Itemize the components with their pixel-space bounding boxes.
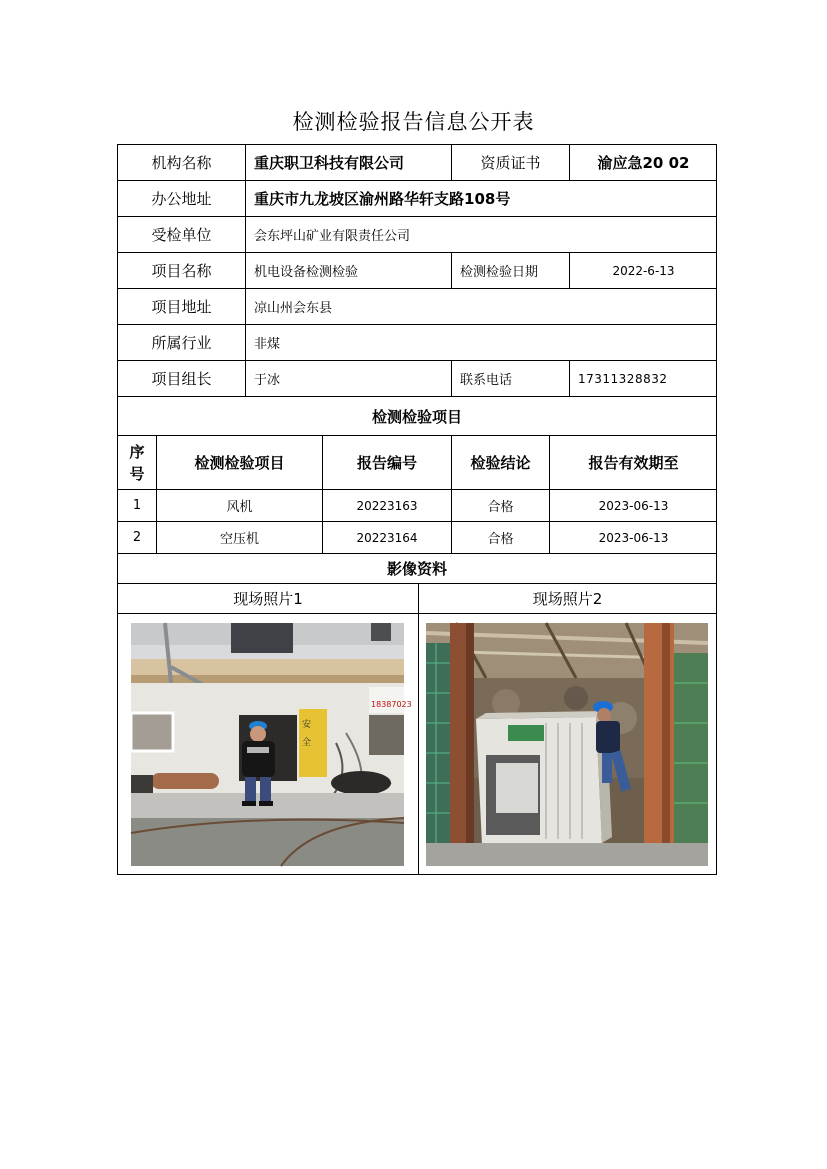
- site-photo-1: [131, 623, 412, 866]
- row-report: 20223163: [322, 490, 451, 521]
- col-item-header: 检测检验项目: [156, 436, 322, 489]
- site-photo-1-image: [131, 623, 412, 866]
- col-report-header: 报告编号: [322, 436, 451, 489]
- project-name-label: 项目名称: [151, 262, 212, 280]
- address-row: [117, 180, 717, 216]
- org-name-label: 机构名称: [151, 154, 212, 172]
- leader-row: [117, 360, 717, 396]
- phone-value: 17311328832: [569, 361, 717, 396]
- svg-text:安: 安: [302, 720, 312, 730]
- photos-divider: [418, 614, 419, 874]
- phone-sign-text: 18387023: [371, 700, 412, 709]
- client-label: 受检单位: [151, 226, 212, 244]
- row-valid: 2023-06-13: [549, 522, 717, 553]
- photos-row: [117, 613, 717, 875]
- cert-label: 资质证书: [451, 145, 569, 180]
- items-heading: 检测检验项目: [371, 407, 462, 426]
- project-name-value: 机电设备检测检验: [245, 253, 451, 288]
- row-item: 空压机: [156, 522, 322, 553]
- industry-value: 非煤: [245, 325, 716, 360]
- address-value: 重庆市九龙坡区渝州路华轩支路108号: [245, 181, 716, 216]
- row-result: 合格: [451, 522, 549, 553]
- location-label: 项目地址: [151, 298, 212, 316]
- site-photo-2-image: [426, 623, 708, 866]
- date-label: 检测检验日期: [451, 253, 569, 288]
- client-value: 会东坪山矿业有限责任公司: [245, 217, 716, 252]
- org-name-value: 重庆职卫科技有限公司: [245, 145, 451, 180]
- org-row: [117, 144, 717, 180]
- table-row: [117, 489, 717, 521]
- items-heading-row: [117, 396, 717, 435]
- col-result-header: 检验结论: [451, 436, 549, 489]
- photo-labels-row: [117, 583, 717, 613]
- col-valid-header: 报告有效期至: [549, 436, 717, 489]
- photos-heading: 影像资料: [386, 560, 447, 578]
- project-name-row: [117, 252, 717, 288]
- photos-heading-row: [117, 553, 717, 583]
- row-valid: 2023-06-13: [549, 490, 717, 521]
- address-label: 办公地址: [151, 190, 212, 208]
- photo2-label: 现场照片2: [418, 584, 716, 613]
- col-no-header: 序号: [129, 442, 145, 483]
- location-row: [117, 288, 717, 324]
- row-result: 合格: [451, 490, 549, 521]
- leader-label: 项目组长: [151, 370, 212, 388]
- photo1-label: 现场照片1: [233, 590, 303, 608]
- location-value: 凉山州会东县: [245, 289, 716, 324]
- report-table: [117, 144, 717, 875]
- industry-label: 所属行业: [151, 334, 212, 352]
- date-value: 2022-6-13: [569, 253, 717, 288]
- row-no: 2: [132, 530, 142, 545]
- items-header-row: [117, 435, 717, 489]
- cert-value: 渝应急20 02: [569, 145, 717, 180]
- industry-row: [117, 324, 717, 360]
- table-row: [117, 521, 717, 553]
- phone-label: 联系电话: [451, 361, 569, 396]
- page-title: 检测检验报告信息公开表: [292, 110, 535, 134]
- row-no: 1: [132, 498, 142, 513]
- svg-text:全: 全: [302, 738, 312, 748]
- row-item: 风机: [156, 490, 322, 521]
- client-row: [117, 216, 717, 252]
- row-report: 20223164: [322, 522, 451, 553]
- site-photo-2: [426, 623, 708, 866]
- leader-value: 于冰: [245, 361, 451, 396]
